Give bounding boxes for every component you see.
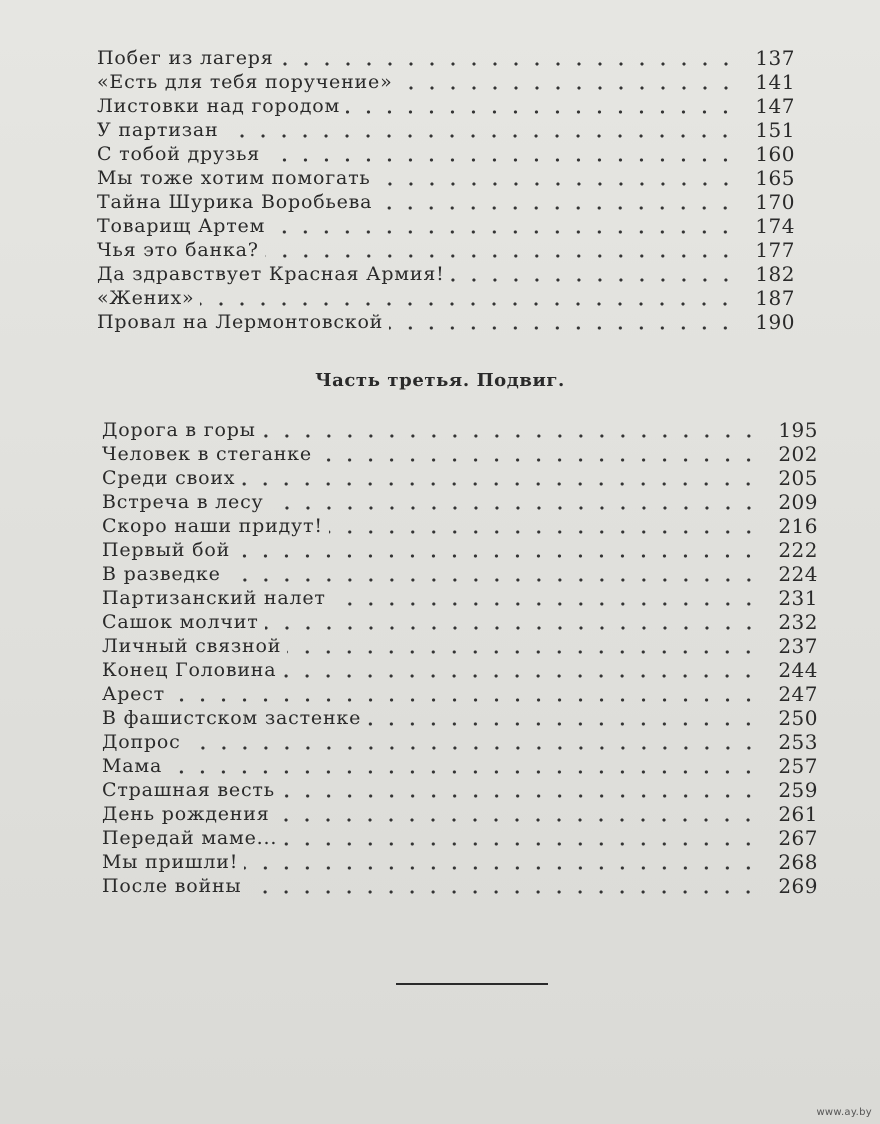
toc-part-two [97, 46, 795, 334]
toc-entry [102, 514, 818, 538]
end-rule-divider [396, 983, 548, 985]
toc-entry-page-number: 170 [755, 190, 795, 214]
toc-entry-title: Арест [102, 683, 165, 705]
dot-leader [265, 238, 737, 262]
toc-entry-title: Да здравствует Красная Армия! [97, 263, 445, 285]
toc-entry-page-number: 237 [778, 634, 818, 658]
dot-leader [318, 442, 760, 466]
dot-leader [399, 70, 738, 94]
toc-entry-page-number: 165 [755, 166, 795, 190]
toc-entry [102, 466, 818, 490]
toc-entry-title: «Есть для тебя поручение» [97, 71, 393, 93]
toc-entry [102, 658, 818, 682]
toc-entry [97, 118, 795, 142]
toc-entry [97, 94, 795, 118]
toc-entry [102, 418, 818, 442]
toc-entry-title: Конец Головина [102, 659, 277, 681]
toc-entry [102, 442, 818, 466]
toc-entry-page-number: 267 [778, 826, 818, 850]
toc-entry-title: Передай маме... [102, 827, 278, 849]
dot-leader [187, 730, 760, 754]
dot-leader [266, 142, 737, 166]
dot-leader [378, 190, 737, 214]
toc-entry-page-number: 261 [778, 802, 818, 826]
toc-entry-page-number: 231 [778, 586, 818, 610]
toc-entry [97, 214, 795, 238]
toc-entry [97, 286, 795, 310]
toc-entry-title: С тобой друзья [97, 143, 261, 165]
dot-leader [168, 754, 760, 778]
toc-entry-title: Человек в стеганке [102, 443, 312, 465]
dot-leader [346, 94, 737, 118]
toc-entry-title: Товарищ Артем [97, 215, 266, 237]
dot-leader [271, 214, 737, 238]
dot-leader [247, 874, 760, 898]
toc-entry-page-number: 269 [778, 874, 818, 898]
toc-entry-page-number: 244 [778, 658, 818, 682]
toc-entry-title: Чья это банка? [97, 239, 259, 261]
toc-entry [97, 238, 795, 262]
toc-entry-page-number: 190 [755, 310, 795, 334]
toc-entry [102, 610, 818, 634]
toc-entry-title: Листовки над городом [97, 95, 341, 117]
toc-entry-title: Мы тоже хотим помогать [97, 167, 371, 189]
toc-entry [102, 634, 818, 658]
toc-entry-page-number: 147 [755, 94, 795, 118]
toc-entry-title: Партизанский налет [102, 587, 326, 609]
toc-entry [102, 682, 818, 706]
dot-leader [227, 562, 760, 586]
dot-leader [332, 586, 760, 610]
dot-leader [367, 706, 760, 730]
toc-entry [102, 490, 818, 514]
toc-entry-page-number: 174 [755, 214, 795, 238]
dot-leader [451, 262, 737, 286]
toc-entry-page-number: 268 [778, 850, 818, 874]
toc-entry-title: Среди своих [102, 467, 236, 489]
toc-entry-page-number: 195 [778, 418, 818, 442]
toc-entry [97, 310, 795, 334]
toc-entry-page-number: 224 [778, 562, 818, 586]
toc-entry-page-number: 182 [755, 262, 795, 286]
dot-leader [262, 418, 760, 442]
dot-leader [389, 310, 737, 334]
toc-entry-page-number: 202 [778, 442, 818, 466]
toc-entry [97, 262, 795, 286]
dot-leader [241, 466, 760, 490]
toc-entry-title: Личный связной [102, 635, 282, 657]
toc-entry [102, 826, 818, 850]
toc-entry-page-number: 160 [755, 142, 795, 166]
dot-leader [281, 778, 760, 802]
toc-entry [102, 754, 818, 778]
toc-entry-title: После войны [102, 875, 242, 897]
toc-entry-title: Встреча в лесу [102, 491, 264, 513]
toc-entry-title: Страшная весть [102, 779, 275, 801]
dot-leader [287, 634, 760, 658]
toc-entry [97, 166, 795, 190]
dot-leader [244, 850, 760, 874]
dot-leader [283, 826, 760, 850]
toc-entry [102, 562, 818, 586]
toc-entry-title: Первый бой [102, 539, 231, 561]
dot-leader [171, 682, 760, 706]
toc-entry-page-number: 205 [778, 466, 818, 490]
toc-entry-page-number: 141 [755, 70, 795, 94]
toc-entry [102, 538, 818, 562]
toc-entry [97, 46, 795, 70]
toc-entry [97, 190, 795, 214]
toc-entry-page-number: 247 [778, 682, 818, 706]
toc-entry-page-number: 250 [778, 706, 818, 730]
toc-entry-page-number: 222 [778, 538, 818, 562]
dot-leader [236, 538, 760, 562]
toc-entry [102, 874, 818, 898]
toc-entry-title: Скоро наши придут! [102, 515, 323, 537]
toc-entry-page-number: 137 [755, 46, 795, 70]
toc-entry [97, 142, 795, 166]
toc-entry-title: День рождения [102, 803, 270, 825]
watermark: www.ay.by [816, 1107, 872, 1118]
toc-entry-title: В фашистском застенке [102, 707, 362, 729]
dot-leader [329, 514, 760, 538]
toc-entry-title: Побег из лагеря [97, 47, 274, 69]
toc-entry-page-number: 257 [778, 754, 818, 778]
toc-entry-title: Сашок молчит [102, 611, 259, 633]
toc-entry-page-number: 259 [778, 778, 818, 802]
toc-part-three [102, 418, 818, 898]
toc-entry-title: Дорога в горы [102, 419, 256, 441]
toc-entry [102, 850, 818, 874]
toc-entry-page-number: 177 [755, 238, 795, 262]
toc-entry-page-number: 151 [755, 118, 795, 142]
toc-entry-title: Тайна Шурика Воробьева [97, 191, 373, 213]
toc-entry-page-number: 209 [778, 490, 818, 514]
dot-leader [280, 46, 738, 70]
dot-leader [200, 286, 737, 310]
toc-entry [102, 586, 818, 610]
toc-entry-title: «Жених» [97, 287, 195, 309]
toc-entry-title: В разведке [102, 563, 221, 585]
toc-entry [102, 730, 818, 754]
toc-entry-page-number: 187 [755, 286, 795, 310]
toc-entry-page-number: 253 [778, 730, 818, 754]
section-heading: Часть третья. Подвиг. [315, 370, 565, 391]
toc-entry-title: Провал на Лермонтовской [97, 311, 384, 333]
dot-leader [265, 610, 760, 634]
toc-entry [102, 778, 818, 802]
toc-entry [102, 802, 818, 826]
toc-entry-page-number: 216 [778, 514, 818, 538]
dot-leader [224, 118, 737, 142]
toc-entry [102, 706, 818, 730]
dot-leader [377, 166, 737, 190]
toc-entry-title: Мама [102, 755, 163, 777]
toc-entry-title: Допрос [102, 731, 181, 753]
dot-leader [282, 658, 760, 682]
toc-entry-title: Мы пришли! [102, 851, 239, 873]
toc-entry-page-number: 232 [778, 610, 818, 634]
dot-leader [270, 490, 760, 514]
toc-entry [97, 70, 795, 94]
toc-entry-title: У партизан [97, 119, 219, 141]
dot-leader [275, 802, 760, 826]
